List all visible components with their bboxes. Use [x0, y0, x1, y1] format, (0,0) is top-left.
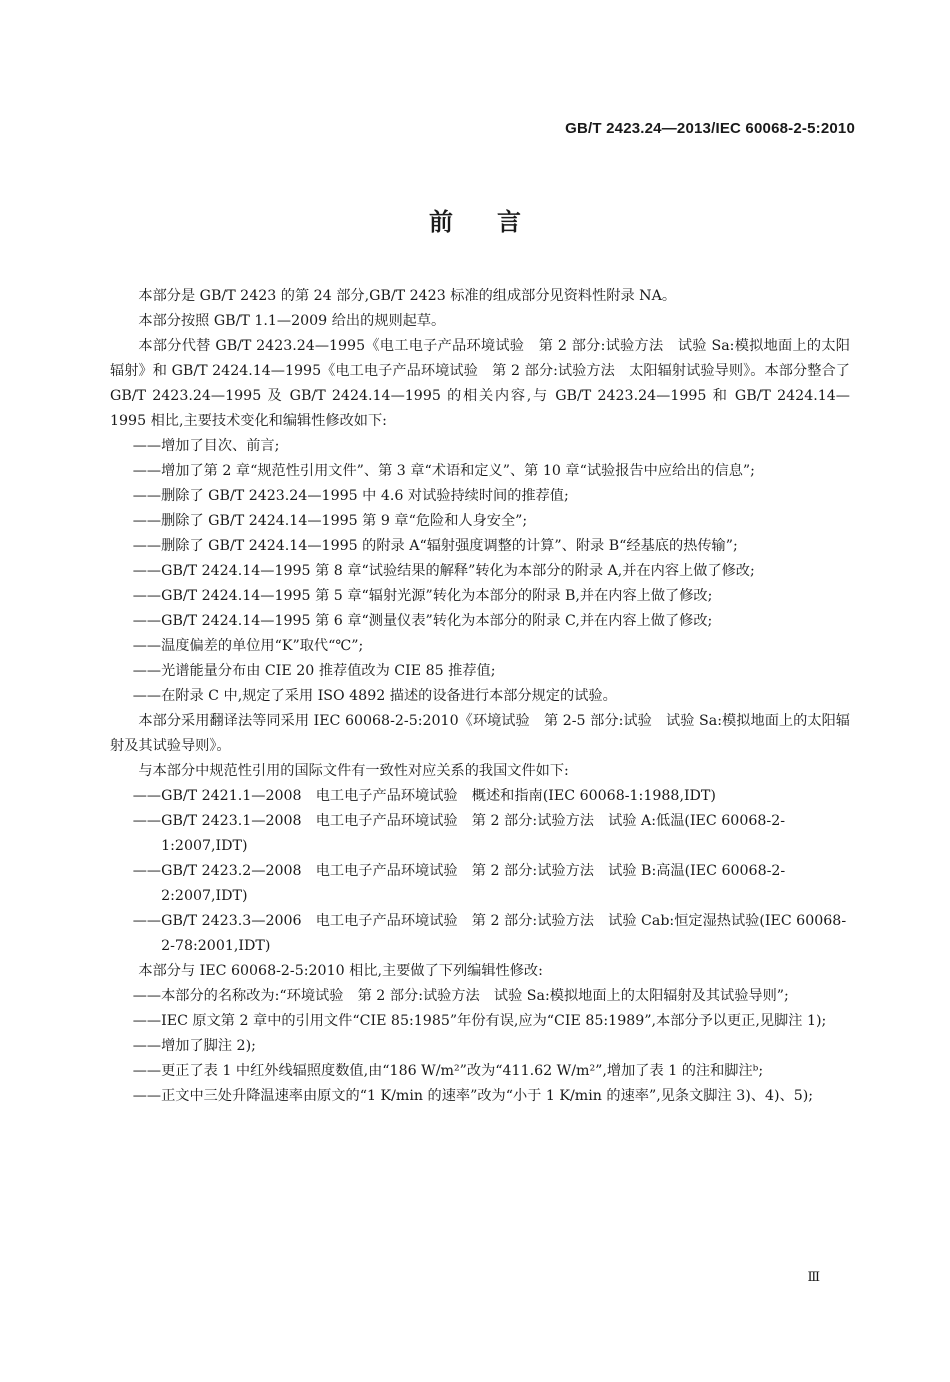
body-paragraph: 与本部分中规范性引用的国际文件有一致性对应关系的我国文件如下: [138, 763, 569, 779]
list-item-text: GB/T 2423.2—2008 电工电子产品环境试验 第 2 部分:试验方法 试验 B:高温(IEC 60068-2-2:2007,IDT) [161, 863, 786, 904]
list-item [110, 684, 850, 709]
list-item-text: GB/T 2424.14—1995 第 8 章“试验结果的解释”转化为本部分的附录 A,并在内容上做了修改; [161, 563, 755, 579]
dash-bullet: —— [132, 488, 162, 504]
list-item [110, 559, 850, 584]
dash-bullet: —— [132, 813, 162, 829]
list-item [110, 809, 850, 859]
list-item-text: 光谱能量分布由 CIE 20 推荐值改为 CIE 85 推荐值; [161, 663, 496, 679]
dash-bullet: —— [132, 988, 162, 1004]
document-body [110, 284, 850, 1109]
dash-bullet: —— [132, 663, 162, 679]
list-item-text: GB/T 2421.1—2008 电工电子产品环境试验 概述和指南(IEC 60068-1:1988,IDT) [161, 788, 716, 804]
dash-bullet: —— [132, 463, 162, 479]
page-title: 前言 [429, 208, 565, 236]
dash-bullet: —— [132, 588, 162, 604]
list-item-text: 本部分的名称改为:“环境试验 第 2 部分:试验方法 试验 Sa:模拟地面上的太阳辐射及其试验导则”; [161, 988, 789, 1004]
dash-bullet: —— [132, 613, 162, 629]
list-item [110, 1084, 850, 1109]
list-item-text: 正文中三处升降温速率由原文的“1 K/min 的速率”改为“小于 1 K/min 的速率”,见条文脚注 3)、4)、5); [161, 1088, 814, 1104]
list-item [110, 584, 850, 609]
list-item [110, 459, 850, 484]
dash-bullet: —— [132, 688, 162, 704]
list-item [110, 909, 850, 959]
dash-bullet: —— [132, 913, 162, 929]
list-item [110, 659, 850, 684]
list-item [110, 1059, 850, 1084]
body-paragraph: 本部分代替 GB/T 2423.24—1995《电工电子产品环境试验 第 2 部分:试验方法 试验 Sa:模拟地面上的太阳辐射》和 GB/T 2424.14—1995《电工电子产品环境试验 第 2 部分:试验方法 太阳辐射试验导则》。本部分整合了 GB/T 2423.24—1995 及 GB/T 2424.14—1995 的相关内容,与 GB/T 2423.24—1995 和 GB/T 2424.14—1995 相比,主要技术变化和编辑性修改如下: [110, 338, 850, 429]
list-item [110, 984, 850, 1009]
list-item-text: GB/T 2424.14—1995 第 5 章“辐射光源”转化为本部分的附录 B,并在内容上做了修改; [161, 588, 713, 604]
list-item-text: GB/T 2423.3—2006 电工电子产品环境试验 第 2 部分:试验方法 试验 Cab:恒定湿热试验(IEC 60068-2-78:2001,IDT) [161, 913, 847, 954]
body-paragraph: 本部分是 GB/T 2423 的第 24 部分,GB/T 2423 标准的组成部分见资料性附录 NA。 [138, 288, 677, 304]
list-item [110, 1009, 850, 1034]
list-item-text: 删除了 GB/T 2424.14—1995 第 9 章“危险和人身安全”; [161, 513, 528, 529]
list-item [110, 609, 850, 634]
dash-bullet: —— [132, 788, 162, 804]
list-item [110, 1034, 850, 1059]
page-number: Ⅲ [807, 1270, 820, 1285]
list-item [110, 509, 850, 534]
list-item-text: 增加了第 2 章“规范性引用文件”、第 3 章“术语和定义”、第 10 章“试验报告中应给出的信息”; [161, 463, 755, 479]
standard-code-header: GB/T 2423.24—2013/IEC 60068-2-5:2010 [565, 120, 855, 137]
list-item [110, 534, 850, 559]
dash-bullet: —— [132, 538, 162, 554]
list-item [110, 859, 850, 909]
list-item-text: 增加了脚注 2); [161, 1038, 256, 1054]
dash-bullet: —— [132, 438, 162, 454]
dash-bullet: —— [132, 1038, 162, 1054]
dash-bullet: —— [132, 1013, 162, 1029]
list-item-text: 增加了目次、前言; [161, 438, 280, 454]
body-paragraph: 本部分与 IEC 60068-2-5:2010 相比,主要做了下列编辑性修改: [138, 963, 543, 979]
body-paragraph: 本部分按照 GB/T 1.1—2009 给出的规则起草。 [138, 313, 446, 329]
dash-bullet: —— [132, 638, 162, 654]
dash-bullet: —— [132, 1088, 162, 1104]
list-item-text: 删除了 GB/T 2423.24—1995 中 4.6 对试验持续时间的推荐值; [161, 488, 569, 504]
dash-bullet: —— [132, 863, 162, 879]
list-item [110, 434, 850, 459]
list-item [110, 634, 850, 659]
list-item-text: GB/T 2423.1—2008 电工电子产品环境试验 第 2 部分:试验方法 试验 A:低温(IEC 60068-2-1:2007,IDT) [161, 813, 786, 854]
list-item-text: 更正了表 1 中红外线辐照度数值,由“186 W/m²”改为“411.62 W/m²”,增加了表 1 的注和脚注ᵇ; [161, 1063, 764, 1079]
list-item-text: 删除了 GB/T 2424.14—1995 的附录 A“辐射强度调整的计算”、附录 B“经基底的热传输”; [161, 538, 738, 554]
dash-bullet: —— [132, 563, 162, 579]
list-item [110, 484, 850, 509]
body-paragraph: 本部分采用翻译法等同采用 IEC 60068-2-5:2010《环境试验 第 2-5 部分:试验 试验 Sa:模拟地面上的太阳辐射及其试验导则》。 [110, 713, 850, 754]
list-item-text: GB/T 2424.14—1995 第 6 章“测量仪表”转化为本部分的附录 C,并在内容上做了修改; [161, 613, 713, 629]
dash-bullet: —— [132, 1063, 162, 1079]
dash-bullet: —— [132, 513, 162, 529]
list-item [110, 784, 850, 809]
list-item-text: IEC 原文第 2 章中的引用文件“CIE 85:1985”年份有误,应为“CIE 85:1989”,本部分予以更正,见脚注 1); [161, 1013, 827, 1029]
list-item-text: 在附录 C 中,规定了采用 ISO 4892 描述的设备进行本部分规定的试验。 [161, 688, 617, 704]
list-item-text: 温度偏差的单位用“K”取代“℃”; [161, 638, 364, 654]
